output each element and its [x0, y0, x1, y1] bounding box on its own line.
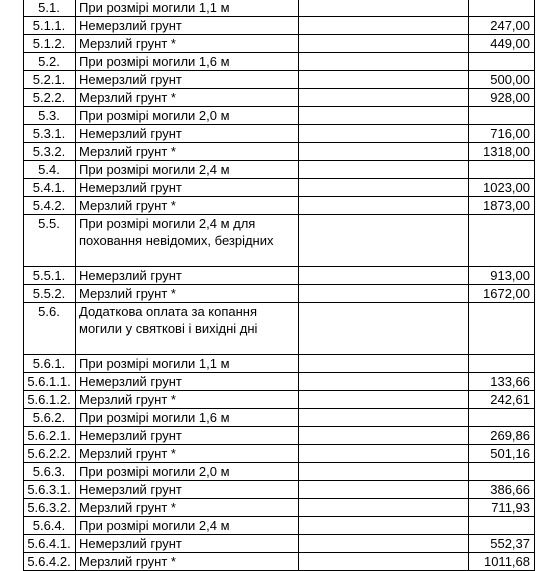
table-row	[24, 197, 535, 215]
item-description: Мерзлий грунт *	[76, 89, 299, 107]
empty-cell	[299, 89, 469, 107]
item-description: Немерзлий грунт	[76, 535, 299, 553]
table-row	[24, 427, 535, 445]
empty-cell	[299, 161, 469, 179]
item-description: Немерзлий грунт	[76, 71, 299, 89]
empty-cell	[299, 143, 469, 161]
empty-cell	[299, 535, 469, 553]
item-description: Додаткова оплата за копання могили у святкові і вихідні дні	[76, 303, 299, 355]
item-price: 1318,00	[469, 143, 535, 161]
item-description: При розмірі могили 2,0 м	[76, 107, 299, 125]
table-row	[24, 107, 535, 125]
table-row	[24, 125, 535, 143]
item-number: 5.6.3.	[24, 463, 76, 481]
item-description: При розмірі могили 2,4 м	[76, 161, 299, 179]
item-price: 711,93	[469, 499, 535, 517]
empty-cell	[299, 303, 469, 355]
empty-cell	[299, 517, 469, 535]
empty-cell	[299, 285, 469, 303]
item-description: При розмірі могили 2,4 м для поховання невідомих, безрідних	[76, 215, 299, 267]
item-price: 500,00	[469, 71, 535, 89]
item-description: При розмірі могили 2,0 м	[76, 463, 299, 481]
item-number: 5.5.2.	[24, 285, 76, 303]
price-table	[23, 0, 535, 571]
item-price	[469, 161, 535, 179]
item-price: 386,66	[469, 481, 535, 499]
item-price: 716,00	[469, 125, 535, 143]
item-number: 5.6.3.1.	[24, 481, 76, 499]
item-price	[469, 517, 535, 535]
item-description: Немерзлий грунт	[76, 125, 299, 143]
empty-cell	[299, 17, 469, 35]
item-number: 5.6.2.	[24, 409, 76, 427]
item-number: 5.4.2.	[24, 197, 76, 215]
item-price: 449,00	[469, 35, 535, 53]
empty-cell	[299, 71, 469, 89]
item-price: 1023,00	[469, 179, 535, 197]
table-row	[24, 535, 535, 553]
item-description: Немерзлий грунт	[76, 427, 299, 445]
item-price	[469, 0, 535, 17]
table-row	[24, 445, 535, 463]
item-price: 928,00	[469, 89, 535, 107]
item-price: 269,86	[469, 427, 535, 445]
table-row	[24, 89, 535, 107]
table-row	[24, 179, 535, 197]
table-row	[24, 463, 535, 481]
empty-cell	[299, 355, 469, 373]
empty-cell	[299, 179, 469, 197]
item-number: 5.3.	[24, 107, 76, 125]
item-price: 913,00	[469, 267, 535, 285]
empty-cell	[299, 463, 469, 481]
item-price: 552,37	[469, 535, 535, 553]
table-row	[24, 499, 535, 517]
item-number: 5.6.4.2.	[24, 553, 76, 571]
empty-cell	[299, 267, 469, 285]
item-number: 5.4.1.	[24, 179, 76, 197]
table-row	[24, 161, 535, 179]
empty-cell	[299, 197, 469, 215]
item-description: Мерзлий грунт *	[76, 445, 299, 463]
item-number: 5.3.1.	[24, 125, 76, 143]
item-description: Мерзлий грунт *	[76, 553, 299, 571]
item-number: 5.6.4.1.	[24, 535, 76, 553]
item-number: 5.4.	[24, 161, 76, 179]
item-price	[469, 355, 535, 373]
item-number: 5.6.2.2.	[24, 445, 76, 463]
table-row	[24, 53, 535, 71]
empty-cell	[299, 445, 469, 463]
table-row	[24, 481, 535, 499]
empty-cell	[299, 553, 469, 571]
empty-cell	[299, 373, 469, 391]
table-row	[24, 355, 535, 373]
item-description: При розмірі могили 1,6 м	[76, 409, 299, 427]
item-price: 1873,00	[469, 197, 535, 215]
item-number: 5.6.1.	[24, 355, 76, 373]
table-row	[24, 285, 535, 303]
empty-cell	[299, 427, 469, 445]
item-price	[469, 463, 535, 481]
empty-cell	[299, 0, 469, 17]
table-row	[24, 143, 535, 161]
item-price: 1672,00	[469, 285, 535, 303]
item-number: 5.5.	[24, 215, 76, 267]
item-description: Немерзлий грунт	[76, 179, 299, 197]
item-description: Мерзлий грунт *	[76, 499, 299, 517]
table-row	[24, 215, 535, 267]
item-description: При розмірі могили 1,6 м	[76, 53, 299, 71]
table-row	[24, 373, 535, 391]
table-row	[24, 553, 535, 571]
item-number: 5.6.4.	[24, 517, 76, 535]
item-number: 5.2.2.	[24, 89, 76, 107]
item-description: Мерзлий грунт *	[76, 143, 299, 161]
item-number: 5.6.1.1.	[24, 373, 76, 391]
item-description: Мерзлий грунт *	[76, 285, 299, 303]
empty-cell	[299, 391, 469, 409]
table-row	[24, 517, 535, 535]
empty-cell	[299, 53, 469, 71]
item-number: 5.6.1.2.	[24, 391, 76, 409]
item-number: 5.5.1.	[24, 267, 76, 285]
item-price: 1011,68	[469, 553, 535, 571]
item-price: 247,00	[469, 17, 535, 35]
item-price	[469, 409, 535, 427]
table-row	[24, 391, 535, 409]
item-description: Немерзлий грунт	[76, 481, 299, 499]
empty-cell	[299, 499, 469, 517]
item-description: При розмірі могили 1,1 м	[76, 0, 299, 17]
item-number: 5.2.	[24, 53, 76, 71]
item-number: 5.1.2.	[24, 35, 76, 53]
item-description: При розмірі могили 2,4 м	[76, 517, 299, 535]
item-description: Немерзлий грунт	[76, 373, 299, 391]
item-price	[469, 107, 535, 125]
item-description: При розмірі могили 1,1 м	[76, 355, 299, 373]
item-price: 501,16	[469, 445, 535, 463]
table-row	[24, 303, 535, 355]
item-number: 5.6.	[24, 303, 76, 355]
item-number: 5.6.2.1.	[24, 427, 76, 445]
item-price: 133,66	[469, 373, 535, 391]
item-number: 5.3.2.	[24, 143, 76, 161]
empty-cell	[299, 35, 469, 53]
item-description: Мерзлий грунт *	[76, 197, 299, 215]
item-description: Немерзлий грунт	[76, 267, 299, 285]
empty-cell	[299, 107, 469, 125]
table-row	[24, 71, 535, 89]
item-number: 5.6.3.2.	[24, 499, 76, 517]
empty-cell	[299, 481, 469, 499]
table-row	[24, 409, 535, 427]
item-price	[469, 303, 535, 355]
item-number: 5.2.1.	[24, 71, 76, 89]
item-description: Мерзлий грунт *	[76, 35, 299, 53]
empty-cell	[299, 409, 469, 427]
item-price: 242,61	[469, 391, 535, 409]
item-number: 5.1.1.	[24, 17, 76, 35]
item-number: 5.1.	[24, 0, 76, 17]
table-row	[24, 267, 535, 285]
table-row	[24, 35, 535, 53]
table-row	[24, 17, 535, 35]
empty-cell	[299, 125, 469, 143]
item-price	[469, 215, 535, 267]
item-description: Немерзлий грунт	[76, 17, 299, 35]
item-price	[469, 53, 535, 71]
item-description: Мерзлий грунт *	[76, 391, 299, 409]
table-row	[24, 0, 535, 17]
empty-cell	[299, 215, 469, 267]
